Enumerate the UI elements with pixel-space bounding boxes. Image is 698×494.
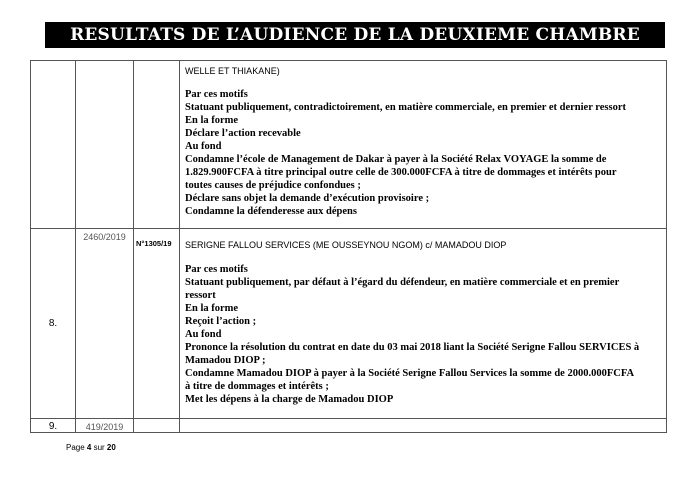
case-line: à titre de dommages et intérêts ; <box>185 381 329 392</box>
case-line: Condamne l’école de Management de Dakar à payer à la Société Relax VOYAGE la somme de <box>185 154 607 165</box>
case-line: Statuant publiquement, contradictoirement, en matière commerciale, en premier et dernier ressort <box>185 102 627 113</box>
case-line: En la forme <box>185 115 239 126</box>
page-title-text: RESULTATS DE L’AUDIENCE DE LA DEUXIEME CHAMBRE <box>70 25 640 45</box>
case-line: Reçoit l’action ; <box>185 316 257 327</box>
case-line: toutes causes de préjudice confondues ; <box>185 180 361 191</box>
case-line: ressort <box>185 290 216 301</box>
table-row <box>31 229 667 419</box>
case-line: Condamne la défenderesse aux dépens <box>185 206 357 217</box>
case-line: Prononce la résolution du contrat en date du 03 mai 2018 liant la Société Serigne Fallou SERVICES à <box>185 342 640 353</box>
case-line: Par ces motifs <box>185 264 248 275</box>
page-title <box>45 22 665 48</box>
row-number: 9. <box>31 419 76 433</box>
footer-page-total: 20 <box>106 443 116 452</box>
footer-prefix: Page <box>66 443 87 452</box>
case-line: Mamadou DIOP ; <box>185 355 266 366</box>
results-table <box>30 60 667 433</box>
case-content <box>180 61 667 229</box>
row-number <box>31 61 76 229</box>
row-number: 8. <box>31 229 76 419</box>
decision-number <box>134 419 180 433</box>
rg-number <box>76 61 134 229</box>
case-parties: SERIGNE FALLOU SERVICES (ME OUSSEYNOU NGOM) c/ MAMADOU DIOP <box>185 240 507 250</box>
case-parties: WELLE ET THIAKANE) <box>185 66 280 76</box>
case-line: Au fond <box>185 329 222 340</box>
case-line: Condamne Mamadou DIOP à payer à la Société Serigne Fallou Services la somme de 2000.000FCFA <box>185 368 635 379</box>
rg-number: 2460/2019 <box>76 229 134 419</box>
case-content <box>180 419 667 433</box>
case-line: Déclare l’action recevable <box>185 128 301 139</box>
case-line: Par ces motifs <box>185 89 248 100</box>
page-footer <box>66 443 116 452</box>
decision-number <box>134 61 180 229</box>
case-line: En la forme <box>185 303 239 314</box>
case-line: Déclare sans objet la demande d’exécution provisoire ; <box>185 193 430 204</box>
table-row <box>31 419 667 433</box>
footer-separator: sur <box>91 443 107 452</box>
footer-page-number: 4 <box>86 443 92 452</box>
decision-number: N°1305/19 <box>134 229 180 419</box>
case-line: Au fond <box>185 141 222 152</box>
table-row <box>31 61 667 229</box>
case-content <box>180 229 667 419</box>
case-line: Met les dépens à la charge de Mamadou DIOP <box>185 394 394 405</box>
rg-number: 419/2019 <box>76 419 134 433</box>
case-line: Statuant publiquement, par défaut à l’égard du défendeur, en matière commerciale et en premier <box>185 277 620 288</box>
case-line: 1.829.900FCFA à titre principal outre celle de 300.000FCFA à titre de dommages et intérêts pour <box>185 167 617 178</box>
